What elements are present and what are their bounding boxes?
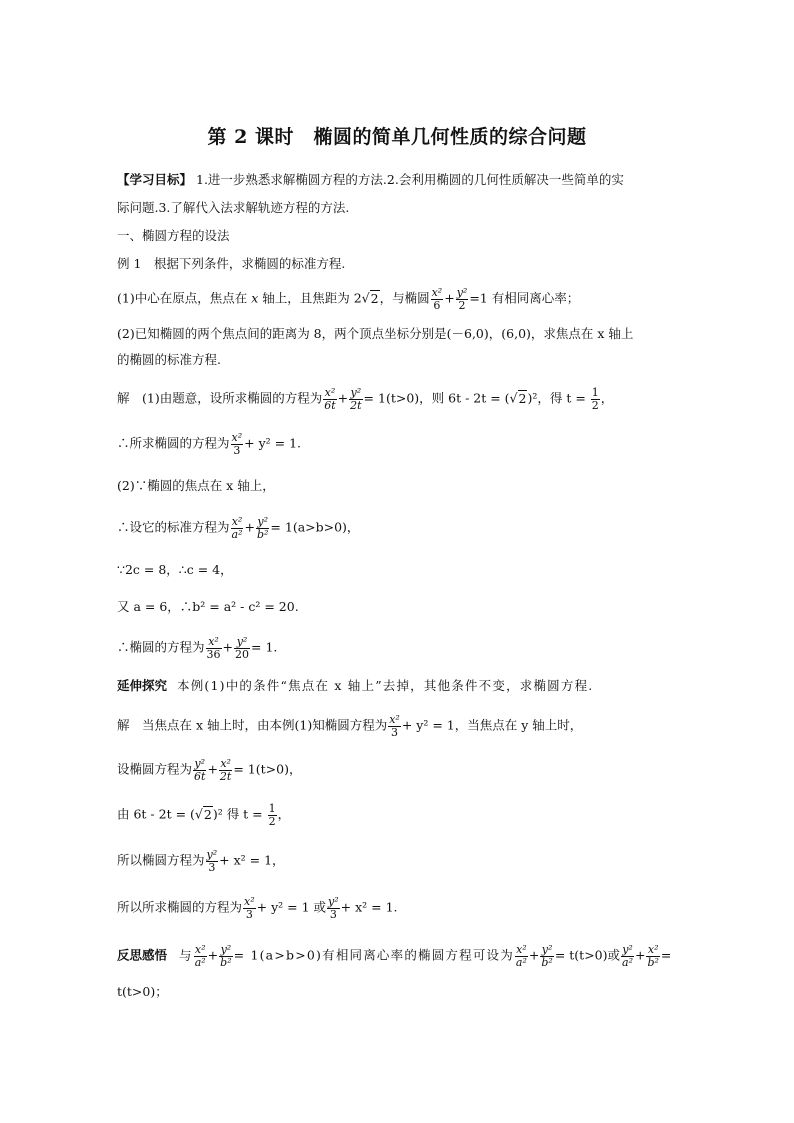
denominator: 20 [235, 647, 249, 661]
plus: + [244, 519, 255, 535]
fraction [194, 944, 207, 968]
plus: + [207, 947, 219, 963]
objectives-text: 1.进一步熟悉求解椭圆方程的方法.2.会利用椭圆的几何性质解决一些简单的实 [196, 172, 624, 187]
text: 由 6t - 2t = ( [117, 806, 195, 822]
fraction [256, 516, 269, 540]
fraction [646, 944, 659, 968]
text: 解 当焦点在 x 轴上时，由本例(1)知椭圆方程为 [117, 717, 388, 733]
example-1-question-2-line-2: 的椭圆的标准方程. [117, 352, 221, 367]
numerator: x² [324, 386, 336, 399]
fraction [234, 636, 250, 660]
example-1-title: 例 1 根据下列条件，求椭圆的标准方程. [117, 256, 346, 271]
numerator: x² [231, 515, 243, 528]
fraction [540, 944, 553, 968]
numerator: x² [389, 713, 400, 726]
numerator: y² [328, 895, 339, 908]
sqrt-radicand: 2 [518, 390, 527, 406]
text: + y² = 1 或 [256, 899, 327, 915]
denominator: 3 [329, 907, 337, 921]
denominator: b² [256, 527, 269, 541]
reflection-line-2: t(t>0)； [117, 984, 168, 999]
numerator: y² [194, 757, 206, 770]
fraction [456, 287, 469, 311]
numerator: x² [431, 286, 443, 299]
text: = t(t>0)或 [554, 947, 621, 963]
fraction [206, 636, 222, 660]
extension-line [117, 676, 679, 696]
solution-line-3: (2)∵椭圆的焦点在 x 轴上， [117, 478, 275, 493]
fraction [193, 758, 206, 782]
denominator: 2t [350, 398, 362, 412]
numerator: y² [220, 943, 232, 956]
fraction [231, 432, 244, 456]
text: 所以所求椭圆的方程为 [117, 899, 243, 915]
denominator: 3 [391, 725, 399, 739]
solution2-line-2 [117, 758, 679, 782]
text: = 1. [251, 639, 278, 655]
text: = 1(a>b>0)， [270, 519, 360, 535]
plus: + [207, 761, 218, 777]
sqrt-radicand: 2 [203, 806, 212, 822]
fraction [591, 387, 600, 411]
fraction [388, 714, 401, 738]
plus: + [444, 290, 455, 306]
text: + y² = 1. [244, 435, 302, 451]
denominator: b² [647, 955, 659, 969]
learning-objectives-line-2: 际问题.3.了解代入法求解轨迹方程的方法. [117, 200, 350, 215]
text: 解 (1)由题意，设所求椭圆的方程为 [117, 390, 323, 406]
text: ，与椭圆 [379, 290, 430, 306]
fraction [219, 758, 232, 782]
text: =1 有相同离心率； [469, 290, 580, 306]
denominator: 3 [233, 443, 241, 457]
text: 轴上，且焦距为 2 [258, 290, 362, 306]
numerator: 1 [591, 386, 599, 399]
denominator: a² [515, 955, 527, 969]
fraction [431, 287, 444, 311]
fraction [327, 896, 340, 920]
numerator: x² [647, 943, 659, 956]
numerator: y² [206, 848, 218, 861]
text: ∴设它的标准方程为 [117, 519, 230, 535]
extension-text: 本例(1)中的条件“焦点在 x 轴上”去掉，其他条件不变，求椭圆方程. [177, 678, 594, 693]
text: ， [600, 390, 614, 406]
learning-objectives-line-1 [117, 170, 679, 190]
numerator: y² [622, 943, 633, 956]
fraction [349, 387, 362, 411]
text: )²，得 t = [527, 390, 590, 406]
fraction [219, 944, 232, 968]
text: ∴所求椭圆的方程为 [117, 435, 230, 451]
numerator: x² [516, 943, 527, 956]
plus: + [634, 947, 646, 963]
denominator: 6 [433, 298, 441, 312]
denominator: a² [231, 527, 243, 541]
solution2-line-3: 由 6t - 2t = (√2)² 得 t = $\frac{1}{2}$ ， [117, 802, 291, 828]
text: = 1(a>b>0)有相同离心率的椭圆方程可设为 [233, 947, 514, 963]
denominator: 2 [458, 298, 466, 312]
reflection-label: 反思感悟 [117, 947, 168, 963]
fraction [515, 944, 528, 968]
text: 与 [179, 947, 193, 963]
text: = [660, 947, 672, 963]
numerator: y² [350, 386, 362, 399]
plus: + [222, 639, 233, 655]
solution-line-1: 解 (1)由题意，设所求椭圆的方程为 $\frac{\text{x²}}{6t}$ + $\frac{\text{y²}}{2t}$ = 1(t>0)，则 6t - 2t = (√2)²，得 t = $\frac{1}{2}$ ， [117, 386, 614, 412]
solution-line-7 [117, 636, 679, 660]
text: = 1(t>0)，则 6t - 2t = ( [363, 390, 510, 406]
fraction [206, 849, 219, 873]
numerator: x² [231, 431, 243, 444]
solution2-line-4 [117, 849, 679, 873]
fraction [268, 803, 277, 827]
fraction [621, 944, 634, 968]
denominator: 2 [591, 398, 599, 412]
fraction [243, 896, 256, 920]
section-heading: 一、椭圆方程的设法 [117, 228, 230, 243]
numerator: x² [194, 943, 206, 956]
text: = 1(t>0)， [233, 761, 302, 777]
text: )² 得 t = [212, 806, 267, 822]
reflection-line-1 [117, 944, 679, 968]
plus: + [337, 390, 349, 406]
numerator: y² [234, 636, 250, 649]
denominator: 2 [268, 814, 276, 828]
solution-line-2 [117, 432, 679, 456]
text: + x² = 1. [340, 899, 398, 915]
denominator: 6t [194, 769, 206, 783]
text: ， [277, 806, 291, 822]
numerator: x² [244, 895, 255, 908]
numerator: x² [220, 757, 231, 770]
plus: + [528, 947, 540, 963]
sqrt-radicand: 2 [370, 290, 379, 306]
objectives-label: 【学习目标】 [117, 172, 193, 187]
denominator: b² [541, 955, 553, 969]
solution-line-5: ∵2c = 8，∴c = 4， [117, 562, 233, 577]
solution2-line-1 [117, 714, 679, 738]
numerator: y² [257, 515, 268, 528]
numerator: y² [456, 286, 468, 299]
numerator: 1 [268, 802, 276, 815]
fraction [323, 387, 336, 411]
var-x: x [251, 290, 259, 306]
example-1-question-2-line-1: (2)已知椭圆的两个焦点间的距离为 8，两个顶点坐标分别是(－6,0)，(6,0)，求焦点在 x 轴上 [117, 326, 634, 341]
denominator: 2t [219, 769, 232, 783]
solution-line-4 [117, 516, 679, 540]
text: + y² = 1，当焦点在 y 轴上时， [401, 717, 583, 733]
text: + x² = 1， [219, 852, 285, 868]
page-title: 第 2 课时 椭圆的简单几何性质的综合问题 [207, 126, 587, 148]
denominator: 3 [208, 860, 216, 874]
fraction [231, 516, 244, 540]
text: 所以椭圆方程为 [117, 852, 205, 868]
denominator: a² [622, 955, 633, 969]
extension-label: 延伸探究 [117, 678, 168, 693]
numerator: y² [541, 943, 553, 956]
solution-line-6: 又 a = 6，∴b² = a² - c² = 20. [117, 599, 299, 614]
text: 设椭圆方程为 [117, 761, 193, 777]
text: ∴椭圆的方程为 [117, 639, 205, 655]
denominator: a² [194, 955, 206, 969]
denominator: 6t [324, 398, 336, 412]
text: (1)中心在原点，焦点在 [117, 290, 252, 306]
example-1-question-1: (1)中心在原点，焦点在 x 轴上，且焦距为 2√2，与椭圆 $\frac{\text{x²}}{6}$ + $\frac{\text{y²}}{2}$ =1 有相同离心率； [117, 286, 580, 312]
denominator: 36 [206, 647, 221, 661]
numerator: x² [206, 636, 222, 649]
denominator: b² [220, 955, 232, 969]
solution2-line-5 [117, 896, 679, 920]
denominator: 3 [245, 907, 253, 921]
